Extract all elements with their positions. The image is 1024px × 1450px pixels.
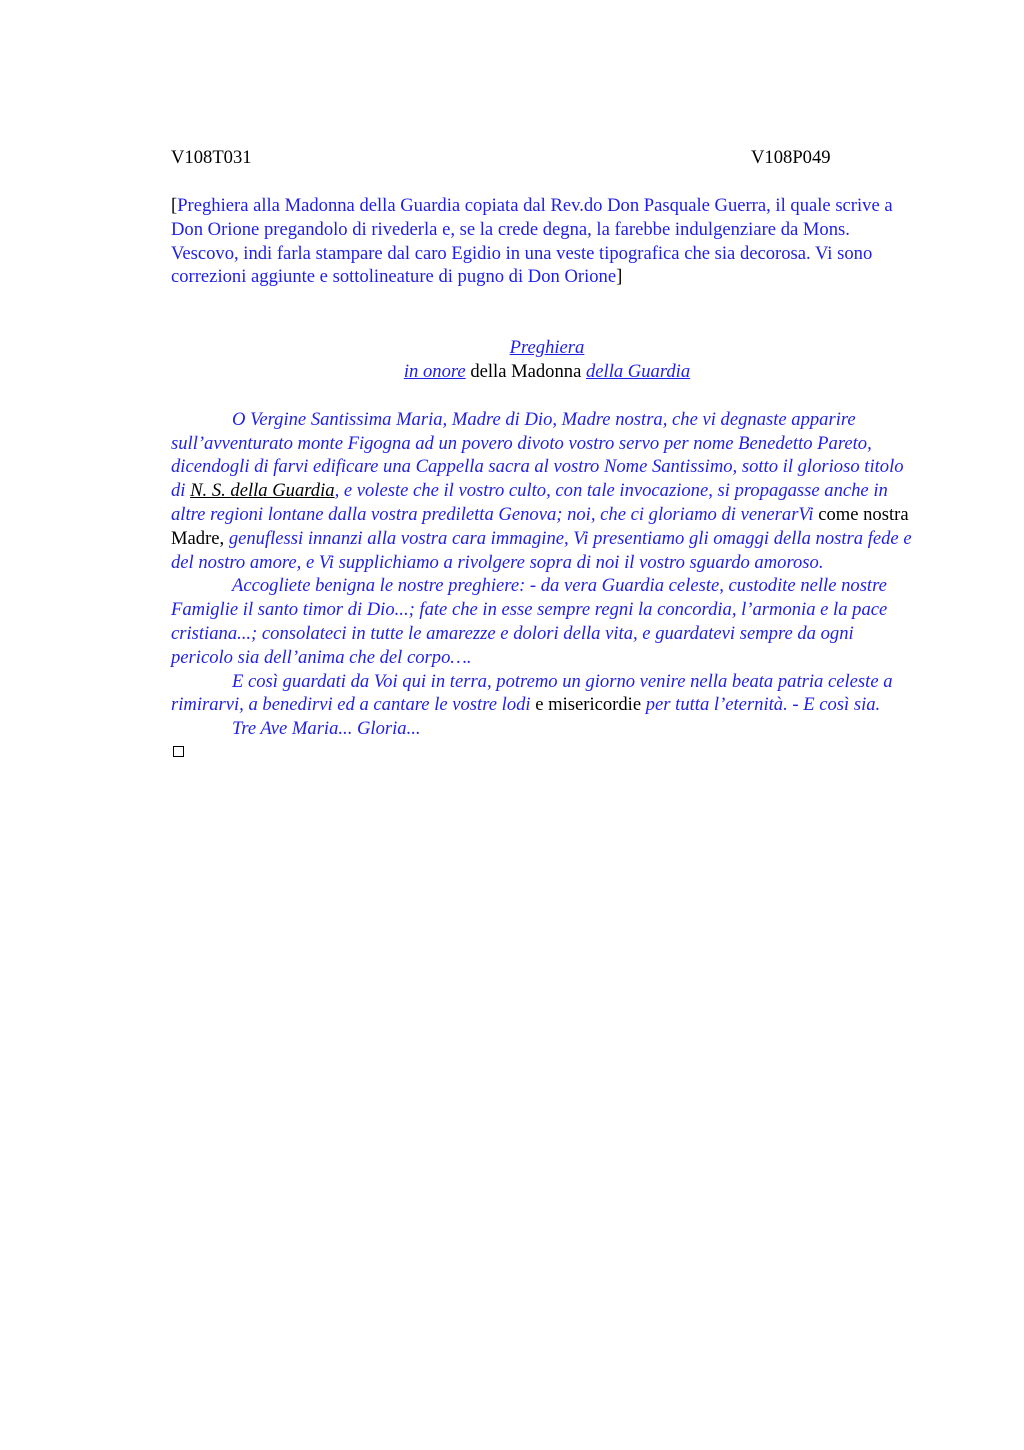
p1-part-e: genuflessi innanzi alla vostra cara immagine, Vi presentiamo gli omaggi della nostra fede e del nostro amore, e Vi supplichiamo a rivolgere sopra di noi il vostro sguardo amoroso. — [171, 527, 912, 573]
prayer-body — [171, 408, 919, 757]
prayer-paragraph-4: Tre Ave Maria... Gloria... — [232, 718, 421, 740]
p1-part-d: come nostra Madre, — [171, 503, 909, 549]
document-page — [171, 146, 916, 757]
title-della-guardia: della Guardia — [585, 360, 691, 382]
title-line-1: Preghiera — [509, 337, 585, 359]
header-codes — [171, 146, 916, 170]
p1-part-a: O Vergine Santissima Maria, Madre di Dio, Madre nostra, che vi degnaste apparire sull’avventurato monte Figogna ad un povero divoto vostro servo per nome Benedetto Pareto, dicendogli di farvi edificare una Cappella sacra al vostro Nome Santissimo, sotto il glorioso titolo di — [171, 408, 904, 502]
title-in-onore: in onore — [403, 360, 466, 382]
prayer-title — [171, 336, 923, 384]
p3-part-a: E così guardati da Voi qui in terra, potremo un giorno venire nella beata patria celeste a rimirarvi, a benedirvi ed a cantare le vostre lodi — [171, 670, 893, 716]
note-close-bracket: ] — [616, 266, 623, 288]
note-text: Preghiera alla Madonna della Guardia copiata dal Rev.do Don Pasquale Guerra, il quale scrive a Don Orione pregandolo di rivederla e, se la crede degna, la farebbe indulgenziare da Mons. Vescovo, indi farla stampare dal caro Egidio in una veste tipografica che sia decorosa. Vi sono correzioni aggiunte e sottolineature di pugno di Don Orione — [171, 195, 893, 288]
p3-part-c: per tutta l’eternità. - E così sia. — [645, 694, 881, 716]
prayer-paragraph-1 — [171, 408, 919, 575]
document-code-left: V108T031 — [171, 147, 252, 168]
title-della-madonna: della Madonna — [465, 360, 586, 382]
p1-part-b: N. S. della Guardia — [190, 480, 335, 502]
note-open-bracket: [ — [171, 195, 178, 216]
p3-part-b: e misericordie — [530, 694, 646, 716]
editorial-note — [171, 194, 916, 289]
title-line-2 — [171, 360, 923, 384]
document-code-right: V108P049 — [751, 147, 831, 168]
prayer-paragraph-2: Accogliete benigna le nostre preghiere: - da vera Guardia celeste, custodite nelle nostre Famiglie il santo timor di Dio...; fate che in esse sempre regni la concordia, l’armonia e la pace cristiana...; consolateci in tutte le amarezze e dolori della vita, e guardatevi sempre da ogni pericolo sia dell’anima che del corpo…. — [171, 575, 888, 668]
end-square-icon — [173, 746, 184, 757]
prayer-paragraph-3 — [171, 670, 919, 718]
p1-part-c: , e voleste che il vostro culto, con tale invocazione, si propagasse anche in altre regioni lontane dalla vostra prediletta Genova; noi, che ci gloriamo di venerarVi — [171, 480, 888, 525]
